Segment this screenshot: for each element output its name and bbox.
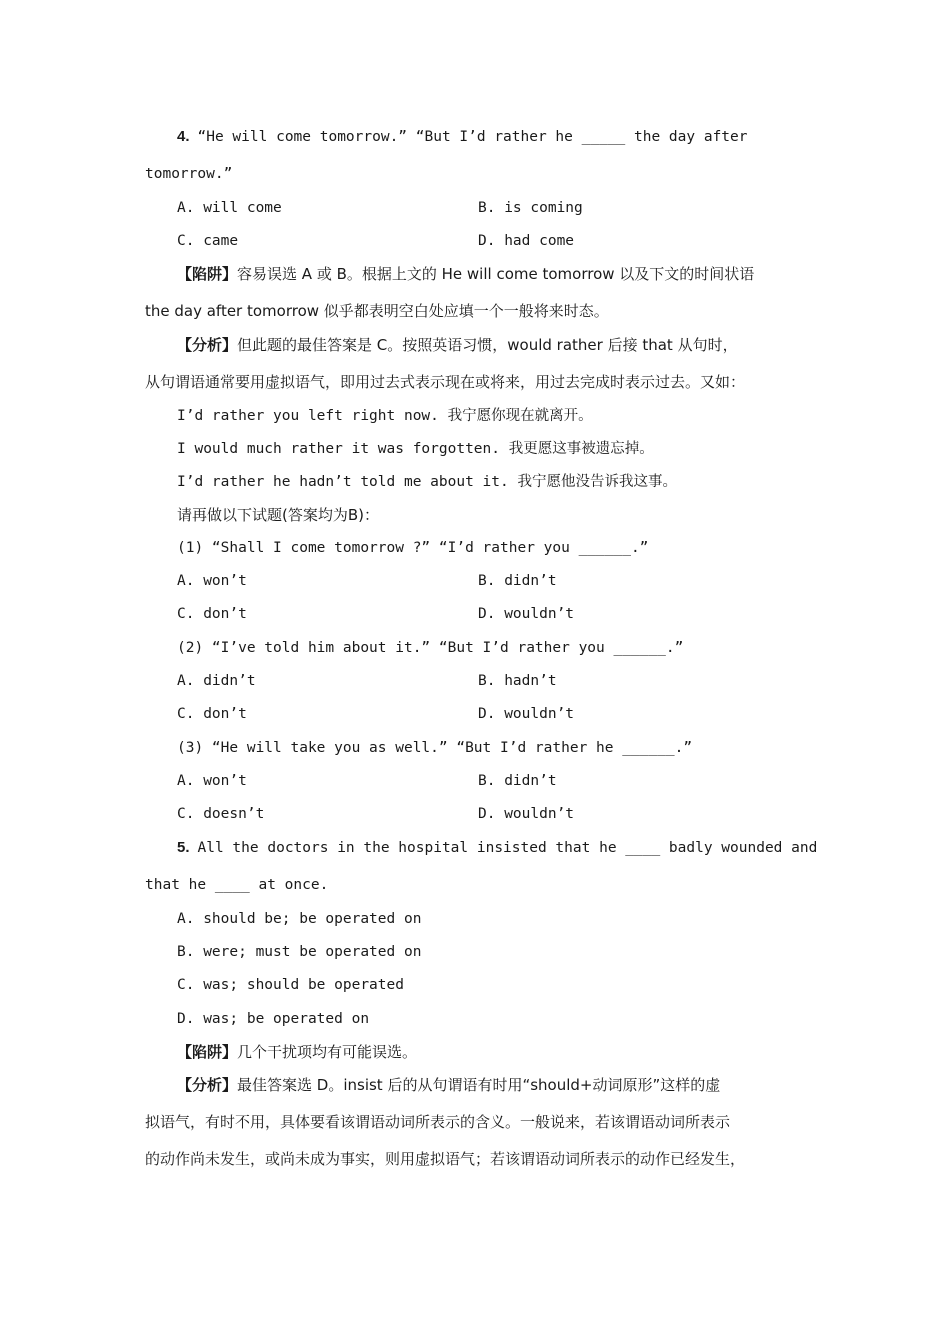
q4-trap-line-1: 【陷阱】容易误选 A 或 B。根据上文的 He will come tomorrow 以及下文的时间状语 (177, 265, 755, 283)
q5-option-d: D. was; be operated on (177, 1011, 370, 1027)
practice-1-option-a: A. won’t (177, 573, 247, 589)
analysis-tag: 【分析】 (177, 336, 238, 354)
example-sentence-2: I would much rather it was forgotten. 我更愿这事被遗忘掉。 (177, 441, 654, 457)
q4-analysis-line-1: 【分析】但此题的最佳答案是 C。按照英语习惯，would rather 后接 that 从句时， (177, 336, 738, 354)
q5-option-b: B. were; must be operated on (177, 944, 422, 960)
q5-trap-line: 【陷阱】几个干扰项均有可能误选。 (177, 1043, 418, 1061)
question-4-number: 4. (177, 128, 190, 145)
practice-3-option-c: C. doesn’t (177, 806, 265, 822)
example-sentence-1: I’d rather you left right now. 我宁愿你现在就离开。 (177, 408, 593, 424)
practice-3-option-b: B. didn’t (478, 773, 557, 789)
practice-1-option-c: C. don’t (177, 606, 247, 622)
question-4-line-1: 4. “He will come tomorrow.” “But I’d rather he _____ the day after (177, 128, 748, 145)
question-5-line-1: 5. All the doctors in the hospital insisted that he ____ badly wounded and (177, 839, 818, 856)
practice-1-question: (1) “Shall I come tomorrow ?” “I’d rather you ______.” (177, 540, 649, 556)
practice-3-question: (3) “He will take you as well.” “But I’d rather he ______.” (177, 740, 693, 756)
practice-2-question: (2) “I’ve told him about it.” “But I’d rather you ______.” (177, 640, 684, 656)
q4-analysis-line-2: 从句谓语通常要用虚拟语气，即用过去式表示现在或将来，用过去完成时表示过去。又如： (145, 373, 746, 391)
question-5-line-2: that he ____ at once. (145, 877, 329, 893)
q5-analysis-line-2: 拟语气，有时不用，具体要看该谓语动词所表示的含义。一般说来，若该谓语动词所表示 (145, 1113, 731, 1131)
practice-3-option-a: A. won’t (177, 773, 247, 789)
practice-2-option-b: B. hadn’t (478, 673, 557, 689)
trap-tag: 【陷阱】 (177, 265, 238, 283)
q4-option-b: B. is coming (478, 200, 583, 216)
practice-2-option-d: D. wouldn’t (478, 706, 575, 722)
practice-intro: 请再做以下试题(答案均为B)： (177, 506, 379, 524)
q4-option-c: C. came (177, 233, 239, 249)
trap-tag: 【陷阱】 (177, 1043, 238, 1061)
practice-3-option-d: D. wouldn’t (478, 806, 575, 822)
practice-1-option-d: D. wouldn’t (478, 606, 575, 622)
question-4-line-2: tomorrow.” (145, 166, 233, 182)
q5-analysis-line-1: 【分析】最佳答案选 D。insist 后的从句谓语有时用“should+动词原形”这样的虚 (177, 1076, 721, 1094)
q4-option-a: A. will come (177, 200, 282, 216)
analysis-tag: 【分析】 (177, 1076, 238, 1094)
q5-option-a: A. should be; be operated on (177, 911, 422, 927)
practice-1-option-b: B. didn’t (478, 573, 557, 589)
example-sentence-3: I’d rather he hadn’t told me about it. 我宁愿他没告诉我这事。 (177, 474, 677, 490)
q5-option-c: C. was; should be operated (177, 977, 404, 993)
q5-analysis-line-3: 的动作尚未发生，或尚未成为事实，则用虚拟语气；若该谓语动词所表示的动作已经发生， (145, 1150, 746, 1168)
practice-2-option-c: C. don’t (177, 706, 247, 722)
q4-option-d: D. had come (478, 233, 575, 249)
q4-trap-line-2: the day after tomorrow 似乎都表明空白处应填一个一般将来时态。 (145, 302, 609, 320)
question-5-number: 5. (177, 839, 190, 856)
practice-2-option-a: A. didn’t (177, 673, 256, 689)
